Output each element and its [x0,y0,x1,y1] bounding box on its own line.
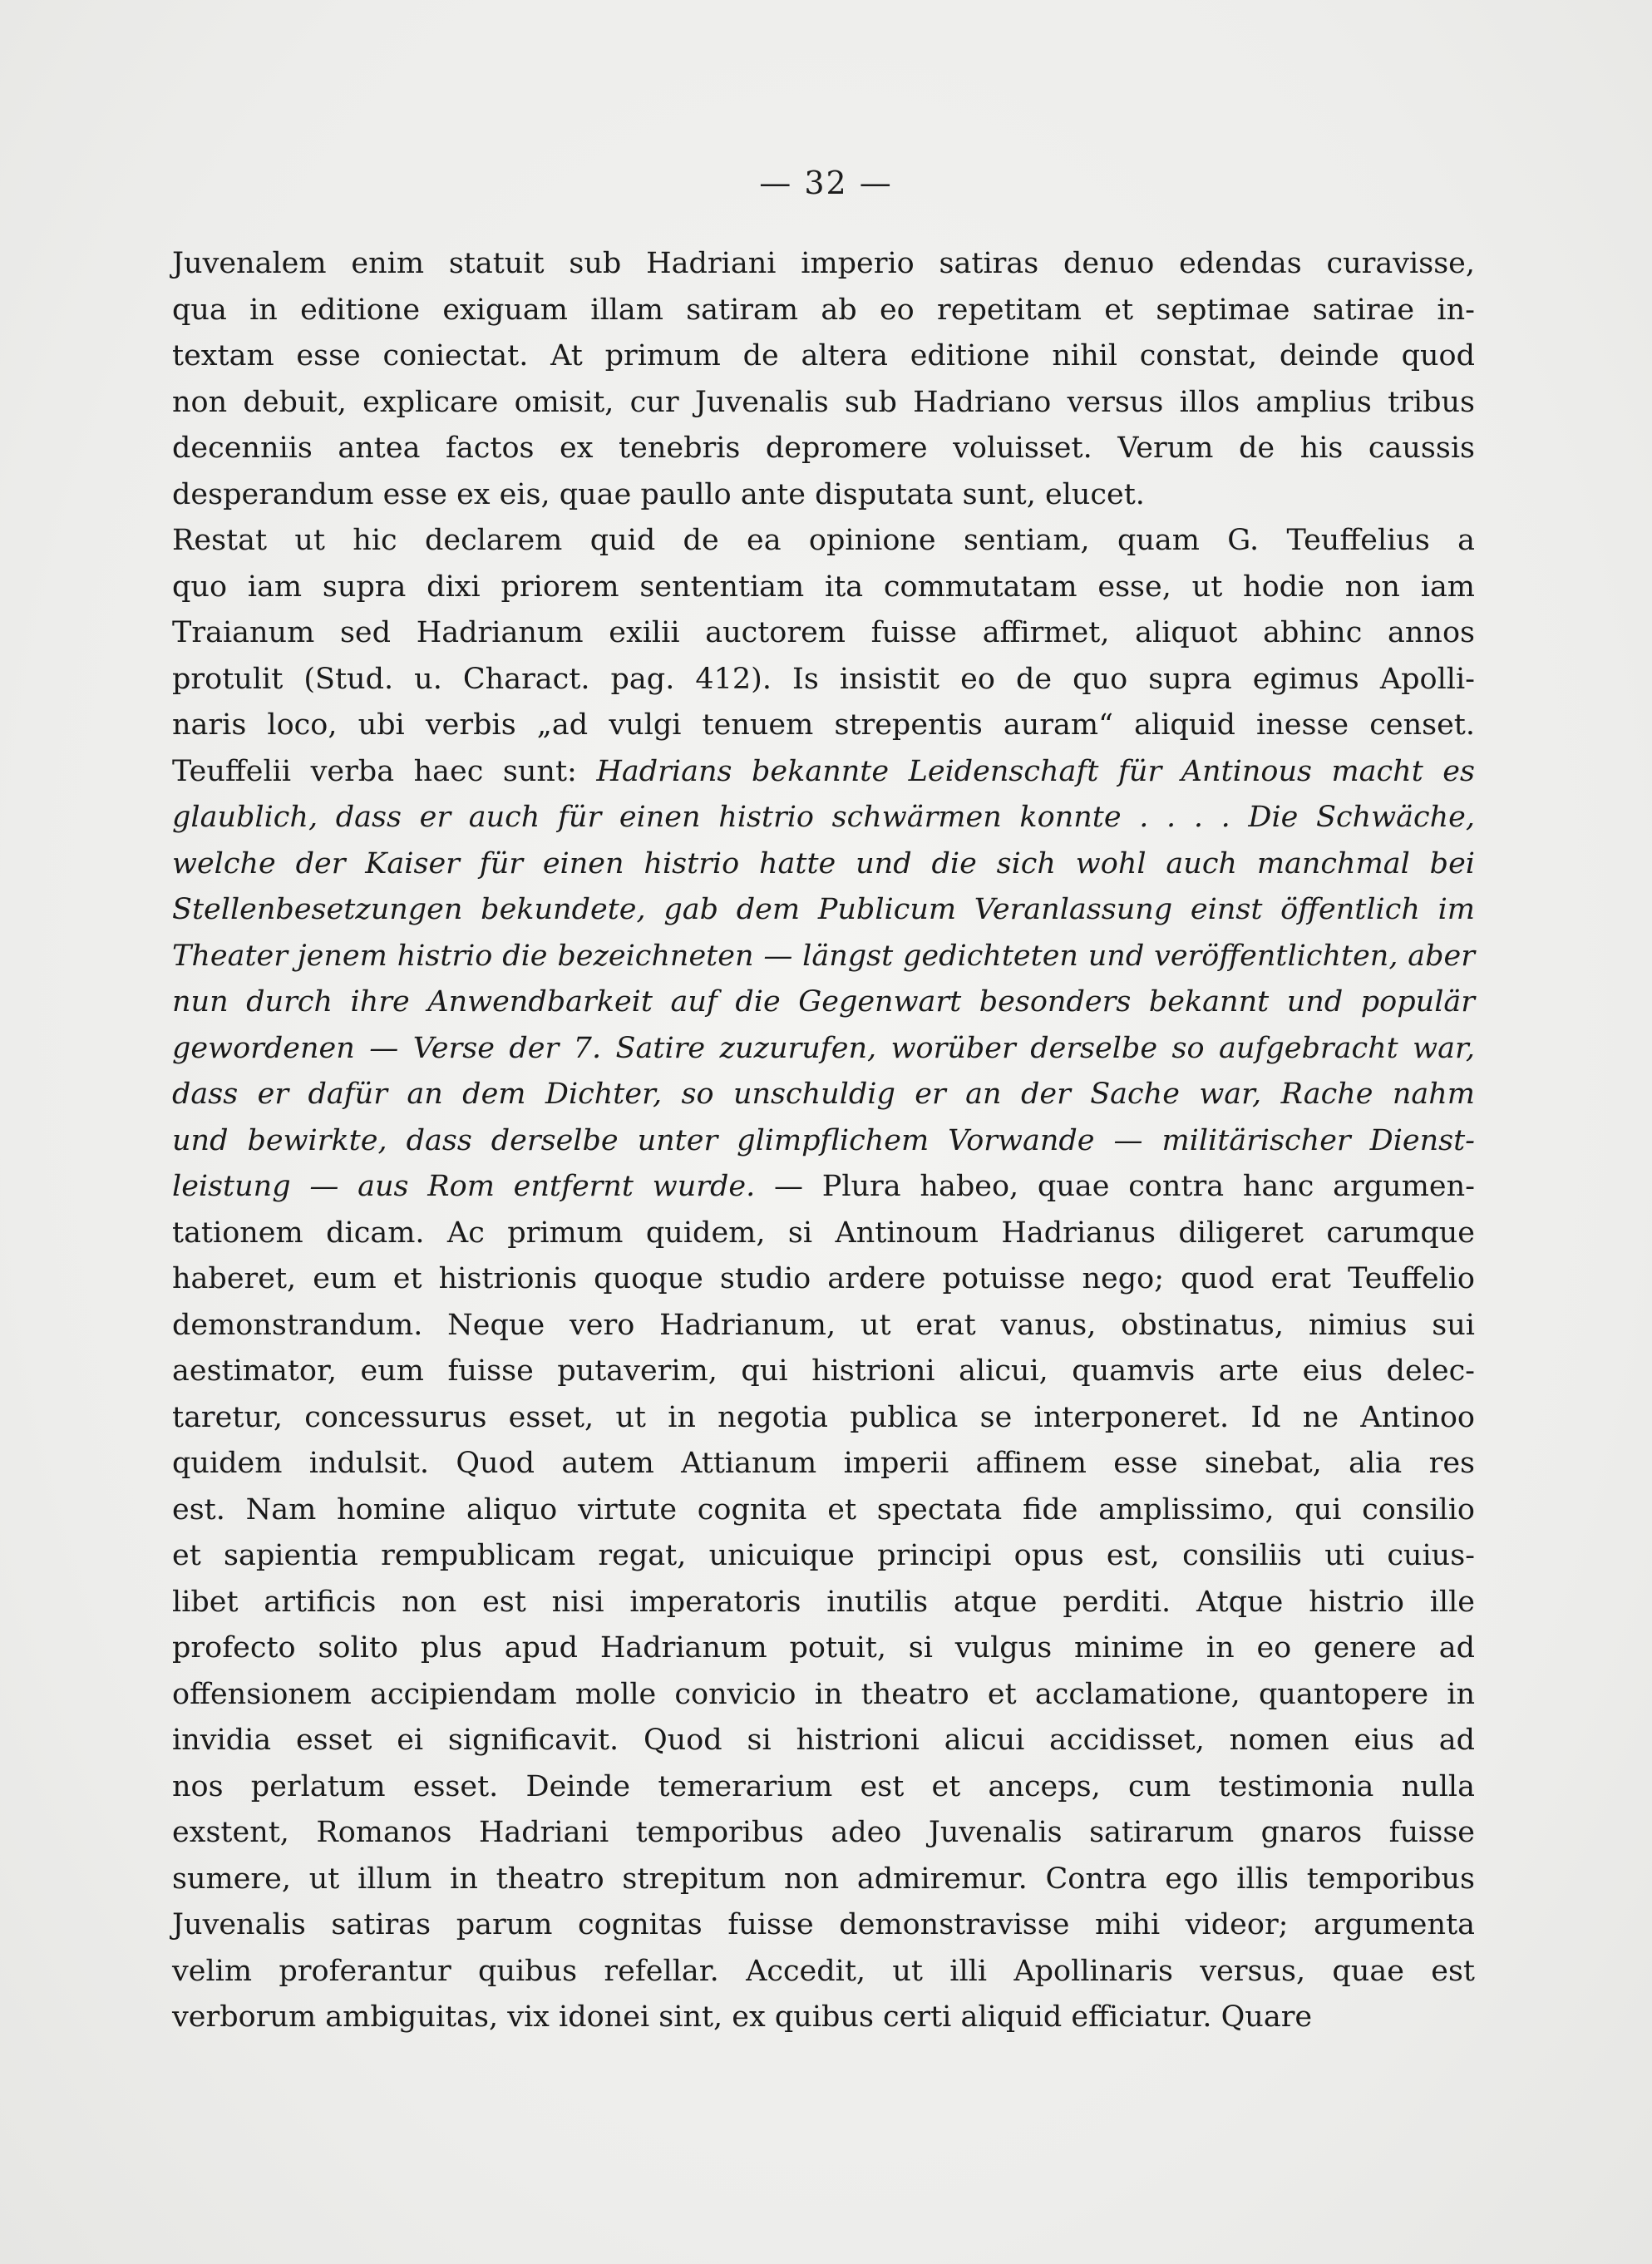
text-line [172,1256,1475,1303]
text-segment: nos perlatum esset. Deinde temerarium est et anceps, cum testimonia nulla [172,1769,1475,1803]
text-segment: quidem indulsit. Quod autem Attianum imperii affinem esse sinebat, alia res [172,1447,1475,1480]
italic-quote-segment: glaublich, dass er auch für einen histrio schwärmen konnte . . . . Die Schwäche, [172,801,1475,834]
italic-quote-segment: dass er dafür an dem Dichter, so unschuldig er an der Sache war, Rache nahm [172,1078,1475,1111]
text-segment: invidia esset ei significavit. Quod si histrioni alicui accidisset, nomen eius ad [172,1724,1475,1757]
text-segment: Traianum sed Hadrianum exilii auctorem fuisse affirmet, aliquot abhinc annos [172,616,1475,649]
text-line [172,749,1475,796]
text-line [172,426,1475,472]
text-line [172,841,1475,888]
italic-quote-segment: nun durch ihre Anwendbarkeit auf die Gegenwart besonders bekannt und populär [172,985,1475,1019]
text-segment: sumere, ut illum in theatro strepitum non admiremur. Contra ego illis temporibus [172,1862,1475,1896]
text-segment: haberet, eum et histrionis quoque studio ardere potuisse nego; quod erat Teuffelio [172,1262,1475,1295]
text-line [172,518,1475,565]
text-line [172,1718,1475,1764]
text-line [172,565,1475,611]
text-segment: non debuit, explicare omisit, cur Juvenalis sub Hadriano versus illos amplius tribus [172,385,1475,419]
text-line [172,1764,1475,1811]
text-segment: — Plura habeo, quae contra hanc argumen- [755,1170,1475,1203]
text-line [172,703,1475,749]
text-segment: velim proferantur quibus refellar. Accedit, ut illi Apollinaris versus, quae est [172,1954,1475,1988]
text-line [172,1672,1475,1719]
text-segment: exstent, Romanos Hadriani temporibus adeo Juvenalis satirarum gnaros fuisse [172,1816,1475,1849]
text-line [172,333,1475,380]
text-line [172,887,1475,934]
text-line [172,241,1475,288]
text-segment: et sapientia rempublicam regat, unicuique principi opus est, consiliis uti cuius- [172,1539,1475,1572]
text-segment: verborum ambiguitas, vix idonei sint, ex quibus certi aliquid efficiatur. Quare [172,2000,1313,2034]
text-line [172,472,1475,519]
italic-quote-segment: leistung — aus Rom entfernt wurde. [172,1170,756,1203]
text-line [172,1625,1475,1672]
text-segment: decenniis antea factos ex tenebris depromere voluisset. Verum de his caussis [172,432,1475,465]
text-segment: offensionem accipiendam molle convicio in theatro et acclamatione, quantopere in [172,1677,1475,1711]
text-segment: desperandum esse ex eis, quae paullo ante disputata sunt, elucet. [172,477,1145,511]
italic-quote-segment: Stellenbesetzungen bekundete, gab dem Publicum Veranlassung einst öffentlich im [172,893,1475,926]
text-line [172,657,1475,703]
text-line [172,1211,1475,1257]
text-segment: Juvenalis satiras parum cognitas fuisse demonstravisse mihi videor; argumenta [172,1908,1475,1941]
italic-quote-segment: gewordenen — Verse der 7. Satire zuzurufen, worüber derselbe so aufgebracht war, [172,1031,1475,1065]
text-segment: taretur, concessurus esset, ut in negotia publica se interponeret. Id ne Antinoo [172,1400,1475,1434]
text-line [172,1810,1475,1857]
text-segment: libet artificis non est nisi imperatoris inutilis atque perditi. Atque histrio ille [172,1585,1475,1619]
text-line [172,1118,1475,1165]
text-line [172,380,1475,427]
body-text [172,241,1475,2041]
text-line [172,1949,1475,1995]
text-line [172,934,1475,980]
italic-quote-segment: Hadrians bekannte Leidenschaft für Antinous macht es [596,754,1475,788]
italic-quote-segment: welche der Kaiser für einen histrio hatte und die sich wohl auch manchmal bei [172,846,1475,880]
text-line [172,1026,1475,1073]
text-line [172,1902,1475,1949]
text-segment: textam esse coniectat. At primum de altera editione nihil constat, deinde quod [172,339,1475,372]
text-segment: demonstrandum. Neque vero Hadrianum, ut erat vanus, obstinatus, nimius sui [172,1308,1475,1342]
text-line [172,795,1475,841]
text-line [172,1441,1475,1487]
text-segment: protulit (Stud. u. Charact. pag. 412). Is insistit eo de quo supra egimus Apolli- [172,662,1475,696]
text-line [172,1487,1475,1534]
text-segment: tationem dicam. Ac primum quidem, si Antinoum Hadrianus diligeret carumque [172,1216,1475,1250]
text-line [172,1303,1475,1349]
text-segment: quo iam supra dixi priorem sententiam ita commutatam esse, ut hodie non iam [172,570,1475,604]
text-segment: qua in editione exiguam illam satiram ab eo repetitam et septimae satirae in- [172,293,1475,327]
text-line [172,1395,1475,1442]
text-line [172,1349,1475,1395]
italic-quote-segment: Theater jenem histrio die bezeichneten — längst gedichteten und veröffentlichten, aber [172,939,1475,973]
page-number: — 32 — [759,165,893,201]
text-line [172,610,1475,657]
text-line [172,288,1475,334]
text-line [172,1995,1475,2041]
text-segment: est. Nam homine aliquo virtute cognita et spectata fide amplissimo, qui consilio [172,1492,1475,1527]
text-line [172,1857,1475,1903]
text-segment: Restat ut hic declarem quid de ea opinione sentiam, quam G. Teuffelius a [172,524,1475,557]
text-line [172,1072,1475,1118]
text-line [172,979,1475,1026]
text-segment: naris loco, ubi verbis „ad vulgi tenuem strepentis auram“ aliquid inesse censet. [172,708,1475,742]
text-line [172,1580,1475,1626]
text-line [172,1533,1475,1580]
italic-quote-segment: und bewirkte, dass derselbe unter glimpflichem Vorwande — militärischer Dienst- [172,1123,1475,1157]
text-line [172,1164,1475,1211]
text-segment: Teuffelii verba haec sunt: [172,754,597,788]
text-segment: profecto solito plus apud Hadrianum potuit, si vulgus minime in eo genere ad [172,1631,1475,1665]
text-segment: aestimator, eum fuisse putaverim, qui histrioni alicui, quamvis arte eius delec- [172,1354,1475,1388]
text-segment: Juvenalem enim statuit sub Hadriani imperio satiras denuo edendas curavisse, [172,247,1475,280]
